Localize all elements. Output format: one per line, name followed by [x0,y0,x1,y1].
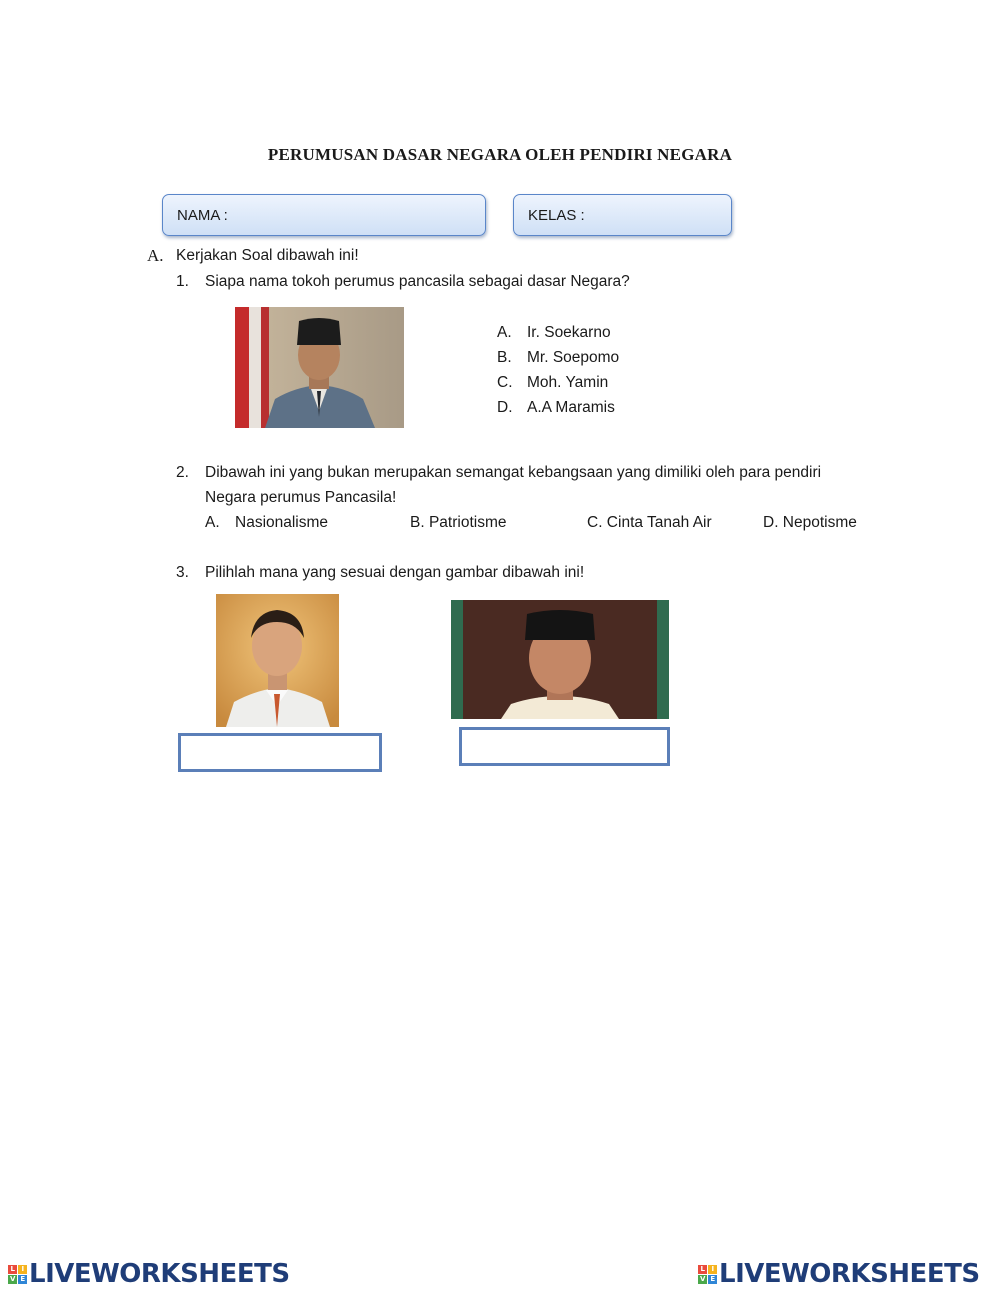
logo-text: LIVEWORKSHEETS [719,1259,980,1289]
q3-text: Pilihlah mana yang sesuai dengan gambar dibawah ini! [205,564,585,581]
q1-option-key: B. [497,349,512,366]
portrait-figure-1 [216,594,339,727]
q1-option-key: C. [497,374,513,391]
q1-number: 1. [176,273,189,290]
answer-input-1[interactable] [178,733,382,772]
q2-text-line2: Negara perumus Pancasila! [205,489,397,506]
q1-option-key: A. [497,324,512,341]
class-label: KELAS : [528,207,585,224]
q1-option-key: D. [497,399,513,416]
liveworksheets-icon: L I V E [698,1265,717,1284]
q1-option-text[interactable]: A.A Maramis [527,399,615,416]
worksheet-title: PERUMUSAN DASAR NEGARA OLEH PENDIRI NEGARA [267,145,733,164]
q1-option-text[interactable]: Moh. Yamin [527,374,609,391]
portrait-figure-2 [451,600,669,719]
q1-text: Siapa nama tokoh perumus pancasila sebagai dasar Negara? [205,273,630,290]
name-field[interactable] [162,194,486,236]
logo-text: LIVEWORKSHEETS [29,1259,290,1289]
q3-number: 3. [176,564,189,581]
q2-number: 2. [176,464,189,481]
q2-option-a[interactable]: Nasionalisme [235,514,329,531]
class-field[interactable] [513,194,732,236]
portrait-soekarno [235,307,404,428]
q2-option-d[interactable]: D. Nepotisme [763,514,857,531]
q2-option-b[interactable]: B. Patriotisme [410,514,507,531]
section-instruction: Kerjakan Soal dibawah ini! [176,247,359,264]
q2-text-line1: Dibawah ini yang bukan merupakan semangat kebangsaan yang dimiliki oleh para pendiri [205,464,822,481]
q1-option-text[interactable]: Mr. Soepomo [527,349,620,366]
q2-option-key: A. [205,514,220,531]
q1-option-text[interactable]: Ir. Soekarno [527,324,611,341]
liveworksheets-logo-left [8,1259,290,1289]
q2-option-c[interactable]: C. Cinta Tanah Air [587,514,712,531]
name-label: NAMA : [177,207,228,224]
liveworksheets-logo-right [698,1259,980,1289]
section-letter: A. [147,246,164,265]
liveworksheets-icon: L I V E [8,1265,27,1284]
answer-input-2[interactable] [459,727,670,766]
